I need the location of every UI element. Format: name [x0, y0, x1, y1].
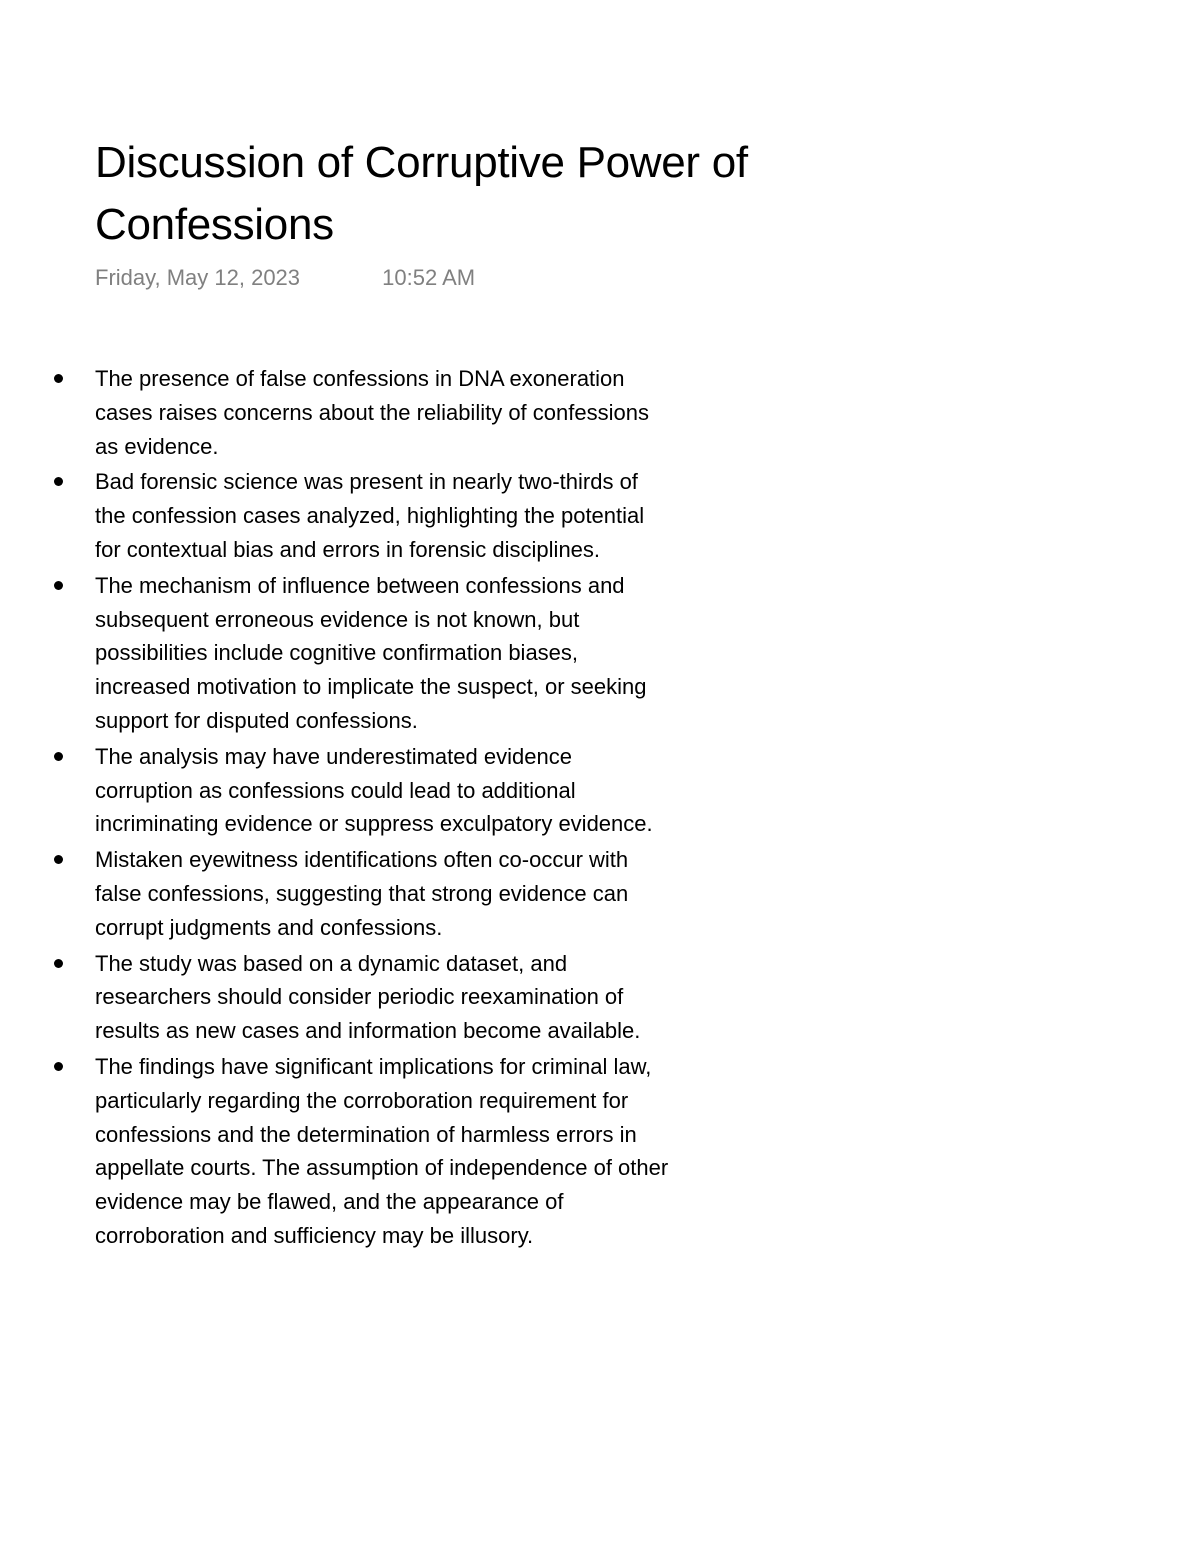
bullet-icon [54, 374, 63, 383]
list-item [0, 843, 670, 944]
bullet-icon [54, 959, 63, 968]
page-time: 10:52 AM [382, 265, 476, 290]
list-item [0, 362, 670, 463]
bullet-list [0, 362, 670, 1255]
list-item [0, 1050, 670, 1253]
bullet-icon [54, 477, 63, 486]
list-item [0, 740, 670, 841]
page-date: Friday, May 12, 2023 [95, 265, 301, 290]
list-item-text: Bad forensic science was present in nearly two-thirds of the confession cases analyzed, highlighting the potential for contextual bias and errors in forensic disciplines. [95, 469, 645, 562]
bullet-icon [54, 855, 63, 864]
list-item [0, 947, 670, 1048]
list-item-text: Mistaken eyewitness identifications often co-occur with false confessions, suggesting that strong evidence can corrupt judgments and confessions. [95, 847, 629, 940]
page-title: Discussion of Corruptive Power of Confessions [95, 138, 748, 249]
list-item-text: The presence of false confessions in DNA exoneration cases raises concerns about the reliability of confessions as evidence. [95, 366, 649, 459]
list-item [0, 569, 670, 738]
bullet-icon [54, 752, 63, 761]
list-item-text: The findings have significant implications for criminal law, particularly regarding the corroboration requirement for confessions and the determination of harmless errors in appellate courts. The assumption of independence of other evidence may be flawed, and the appearance of corroboration and sufficiency may be illusory. [95, 1053, 669, 1248]
page-metadata [95, 262, 475, 294]
list-item-text: The analysis may have underestimated evidence corruption as confessions could lead to additional incriminating evidence or suppress exculpatory evidence. [95, 743, 653, 837]
list-item-text: The study was based on a dynamic dataset, and researchers should consider periodic reexamination of results as new cases and information become available. [95, 950, 641, 1044]
list-item [0, 465, 670, 566]
bullet-icon [54, 581, 63, 590]
bullet-icon [54, 1062, 63, 1071]
list-item-text: The mechanism of influence between confessions and subsequent erroneous evidence is not known, but possibilities include cognitive confirmation biases, increased motivation to implicate the suspect, or seeking support for disputed confessions. [95, 572, 647, 733]
